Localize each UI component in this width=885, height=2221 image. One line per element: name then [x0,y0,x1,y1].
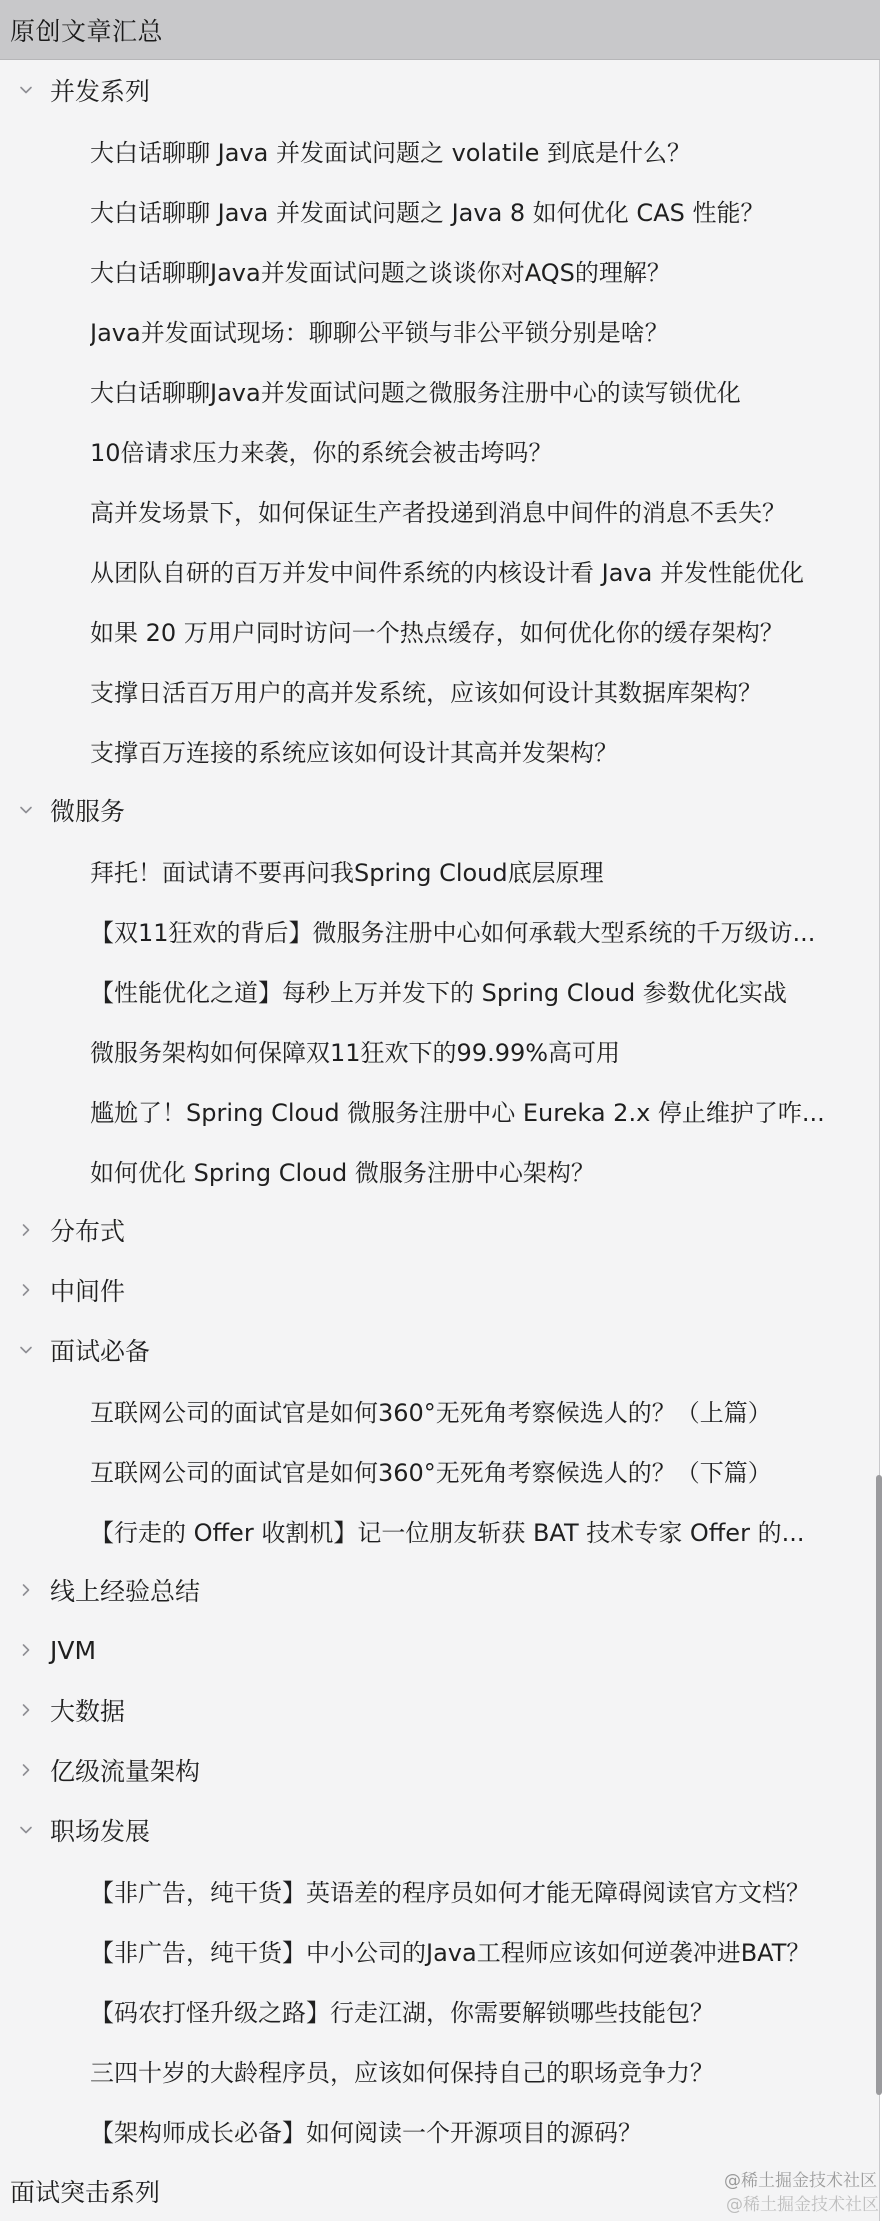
chevron-down-icon[interactable] [14,1338,38,1362]
article-title: 高并发场景下，如何保证生产者投递到消息中间件的消息不丢失？ [90,498,786,527]
article-link[interactable] [0,600,880,660]
article-link[interactable] [0,120,880,180]
section-label: 线上经验总结 [50,1577,201,1606]
article-title: 微服务架构如何保障双11狂欢下的99.99%高可用 [90,1038,621,1067]
article-title: 大白话聊聊Java并发面试问题之微服务注册中心的读写锁优化 [90,378,741,407]
article-link[interactable] [0,180,880,240]
section-label: 分布式 [50,1217,126,1246]
article-title: 如果 20 万用户同时访问一个热点缓存，如何优化你的缓存架构？ [90,618,784,647]
outline-tree [0,60,880,2160]
article-link[interactable] [0,2040,880,2100]
article-link[interactable] [0,480,880,540]
article-link[interactable] [0,2100,880,2160]
article-title: 支撑日活百万用户的高并发系统，应该如何设计其数据库架构？ [90,678,762,707]
article-link[interactable] [0,1380,880,1440]
article-link[interactable] [0,240,880,300]
section-row[interactable] [0,1320,880,1380]
chevron-right-icon[interactable] [14,1698,38,1722]
outline-title: 原创文章汇总 [10,16,164,46]
scrollbar-thumb[interactable] [876,1475,882,2095]
section-row[interactable] [0,780,880,840]
section-label: 并发系列 [50,77,151,106]
article-link[interactable] [0,660,880,720]
article-link[interactable] [0,1020,880,1080]
article-link[interactable] [0,960,880,1020]
section-label: 职场发展 [50,1817,151,1846]
section-row[interactable] [0,1620,880,1680]
article-title: 【非广告，纯干货】中小公司的Java工程师应该如何逆袭冲进BAT？ [90,1938,811,1967]
article-title: 如何优化 Spring Cloud 微服务注册中心架构？ [90,1158,595,1187]
chevron-down-icon[interactable] [14,78,38,102]
article-link[interactable] [0,1440,880,1500]
article-title: Java并发面试现场：聊聊公平锁与非公平锁分别是啥？ [90,318,669,347]
article-link[interactable] [0,360,880,420]
article-link[interactable] [0,300,880,360]
outline-header[interactable] [0,0,880,60]
section-row[interactable] [0,60,880,120]
article-title: 尴尬了！Spring Cloud 微服务注册中心 Eureka 2.x 停止维护了咋... [90,1098,825,1127]
chevron-right-icon[interactable] [14,1758,38,1782]
article-title: 支撑百万连接的系统应该如何设计其高并发架构？ [90,738,618,767]
article-link[interactable] [0,1920,880,1980]
article-title: 互联网公司的面试官是如何360°无死角考察候选人的？（下篇） [90,1458,772,1487]
article-title: 从团队自研的百万并发中间件系统的内核设计看 Java 并发性能优化 [90,558,804,587]
article-title: 三四十岁的大龄程序员，应该如何保持自己的职场竞争力？ [90,2058,714,2087]
section-row[interactable] [0,1740,880,1800]
section-label: 中间件 [50,1277,126,1306]
article-title: 【行走的 Offer 收割机】记一位朋友斩获 BAT 技术专家 Offer 的... [90,1518,805,1547]
watermark-text: @稀土掘金技术社区 [724,2171,877,2191]
chevron-right-icon[interactable] [14,1578,38,1602]
article-link[interactable] [0,900,880,960]
article-title: 【双11狂欢的背后】微服务注册中心如何承载大型系统的千万级访... [90,918,816,947]
section-row[interactable] [0,1800,880,1860]
chevron-right-icon[interactable] [14,1218,38,1242]
section-row[interactable] [0,1200,880,1260]
chevron-down-icon[interactable] [14,1818,38,1842]
article-link[interactable] [0,1500,880,1560]
watermark-text-secondary: @稀土掘金技术社区 [726,2195,879,2215]
article-link[interactable] [0,540,880,600]
article-link[interactable] [0,1980,880,2040]
article-title: 大白话聊聊 Java 并发面试问题之 volatile 到底是什么？ [90,138,691,167]
section-label: 面试突击系列 [10,2178,161,2207]
article-title: 大白话聊聊Java并发面试问题之谈谈你对AQS的理解？ [90,258,671,287]
section-label: 大数据 [50,1697,126,1726]
article-link[interactable] [0,420,880,480]
section-row[interactable] [0,1680,880,1740]
article-title: 大白话聊聊 Java 并发面试问题之 Java 8 如何优化 CAS 性能？ [90,198,765,227]
article-link[interactable] [0,840,880,900]
chevron-down-icon[interactable] [14,798,38,822]
section-label: 微服务 [50,797,126,826]
article-title: 互联网公司的面试官是如何360°无死角考察候选人的？（上篇） [90,1398,772,1427]
section-label: 亿级流量架构 [50,1757,201,1786]
article-title: 10倍请求压力来袭，你的系统会被击垮吗？ [90,438,553,467]
article-title: 拜托！面试请不要再问我Spring Cloud底层原理 [90,858,604,887]
section-label: JVM [50,1635,97,1665]
article-link[interactable] [0,720,880,780]
chevron-right-icon[interactable] [14,1638,38,1662]
section-row[interactable] [0,1560,880,1620]
article-title: 【性能优化之道】每秒上万并发下的 Spring Cloud 参数优化实战 [90,978,787,1007]
article-title: 【码农打怪升级之路】行走江湖，你需要解锁哪些技能包？ [90,1998,714,2027]
article-title: 【非广告，纯干货】英语差的程序员如何才能无障碍阅读官方文档？ [90,1878,810,1907]
section-row[interactable] [0,1260,880,1320]
chevron-right-icon[interactable] [14,1278,38,1302]
article-link[interactable] [0,1080,880,1140]
section-label: 面试必备 [50,1337,151,1366]
article-link[interactable] [0,1860,880,1920]
article-link[interactable] [0,1140,880,1200]
article-title: 【架构师成长必备】如何阅读一个开源项目的源码？ [90,2118,642,2147]
